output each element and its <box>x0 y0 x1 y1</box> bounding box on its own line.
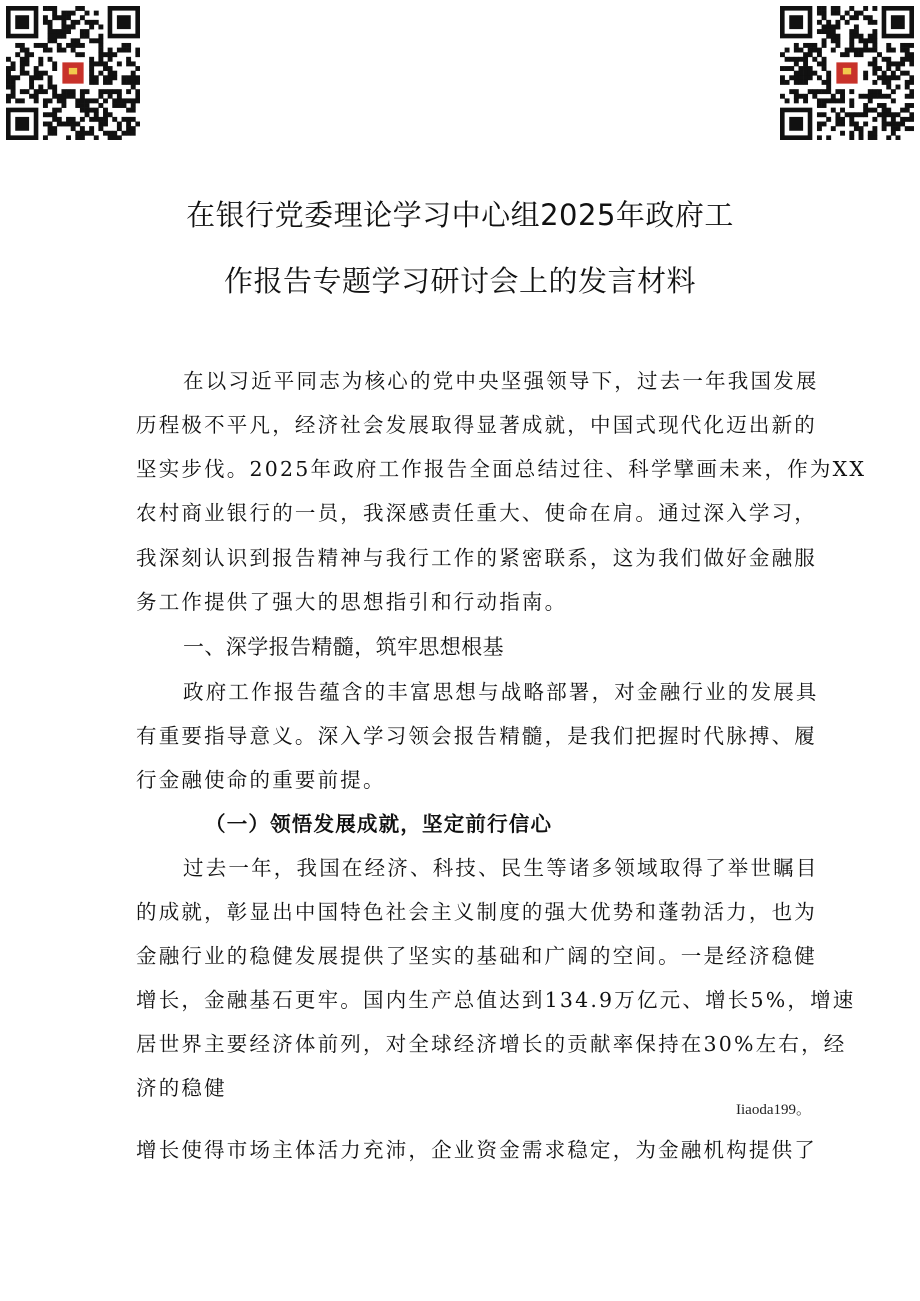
paragraph-line: 过去一年，我国在经济、科技、民生等诸多领域取得了举世瞩目 <box>183 856 819 880</box>
paragraph-line: 政府工作报告蕴含的丰富思想与战略部署，对金融行业的发展具 <box>183 680 819 704</box>
document-title-line-1: 在银行党委理论学习中心组2025年政府工 <box>186 198 734 232</box>
paragraph-line: 农村商业银行的一员，我深感责任重大、使命在肩。通过深入学习， <box>136 501 817 525</box>
section-heading: 一、深学报告精髓，筑牢思想根基 <box>183 635 504 659</box>
qr-code-icon <box>780 6 914 140</box>
paragraph-line: 务工作提供了强大的思想指引和行动指南。 <box>136 590 568 614</box>
paragraph-line: 在以习近平同志为核心的党中央坚强领导下，过去一年我国发展 <box>183 369 819 393</box>
qr-code-right <box>780 6 914 140</box>
paragraph-line: 济的稳健 <box>136 1076 227 1100</box>
document-title-line-2: 作报告专题学习研讨会上的发言材料 <box>223 264 696 298</box>
paragraph-line: 增长使得市场主体活力充沛，企业资金需求稳定，为金融机构提供了 <box>136 1138 817 1162</box>
qr-code-left <box>6 6 140 140</box>
paragraph-line: 历程极不平凡，经济社会发展取得显著成就，中国式现代化迈出新的 <box>136 413 817 437</box>
paragraph-line: 金融行业的稳健发展提供了坚实的基础和广阔的空间。一是经济稳健 <box>136 944 817 968</box>
paragraph-line: 我深刻认识到报告精神与我行工作的紧密联系，这为我们做好金融服 <box>136 546 817 570</box>
page-footnote: Iiaoda199。 <box>736 1102 811 1118</box>
paragraph-line: 行金融使命的重要前提。 <box>136 768 386 792</box>
paragraph-line: 增长，金融基石更牢。国内生产总值达到134.9万亿元、增长5%，增速 <box>136 988 856 1012</box>
subsection-heading: （一）领悟发展成就，坚定前行信心 <box>205 812 553 836</box>
paragraph-line: 有重要指导意义。深入学习领会报告精髓，是我们把握时代脉搏、履 <box>136 724 817 748</box>
paragraph-line: 的成就，彰显出中国特色社会主义制度的强大优势和蓬勃活力，也为 <box>136 900 817 924</box>
paragraph-line: 坚实步伐。2025年政府工作报告全面总结过往、科学擘画未来，作为XX <box>136 457 867 481</box>
paragraph-line: 居世界主要经济体前列，对全球经济增长的贡献率保持在30%左右，经 <box>136 1032 847 1056</box>
qr-code-icon <box>6 6 140 140</box>
